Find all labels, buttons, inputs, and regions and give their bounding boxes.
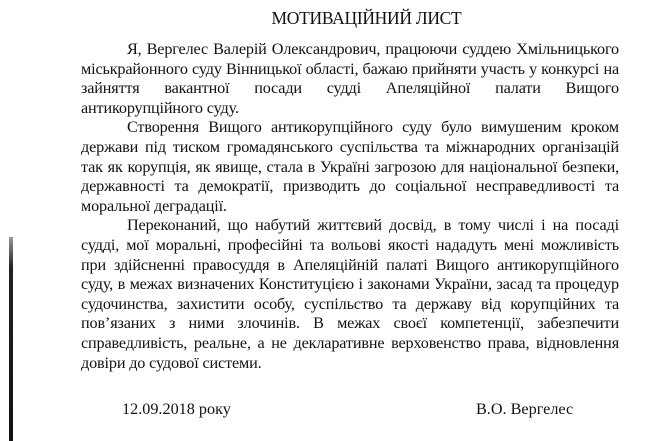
paragraph-court-creation: Створення Вищого антикорупційного суду було вимушеним кроком держави під тиском громадянського суспільства та міжнародних організацій так як корупція, як явище, стала в Україні загрозою для національної безпеки, державності та демократії, призводить до соціальної несправедливості та моральної деградації. [81,118,619,215]
paragraph-introduction: Я, Вергелес Валерій Олександрович, працюючи суддею Хмільницького міськрайонного суду Вінницької області, бажаю прийняти участь у конкурсі на зайняття вакантної посади судді Апеляційної палати Вищого антикорупційного суду. [81,40,619,117]
document-title: МОТИВАЦІЙНИЙ ЛИСТ [271,8,462,28]
document-date: 12.09.2018 року [122,400,231,418]
document-signature: В.О. Вергелес [476,400,574,418]
paragraph-motivation: Переконаний, що набутий життєвий досвід, в тому числі і на посаді судді, мої моральні, професійні та вольові якості нададуть мені можливість при здійсненні правосуддя в Апеляційній палаті Вищого антикорупційного суду, в межах визначених Конституцією і законами України, засад та процедур судочинства, захистити особу, суспільство та державу від корупційних та пов’язаних з ними злочинів. В межах своєї компетенції, забезпечити справедливість, реальне, а не декларативне верховенство права, відновлення довіри до судової системи. [81,216,619,372]
scan-edge-line [9,237,13,441]
document-body [81,40,619,373]
